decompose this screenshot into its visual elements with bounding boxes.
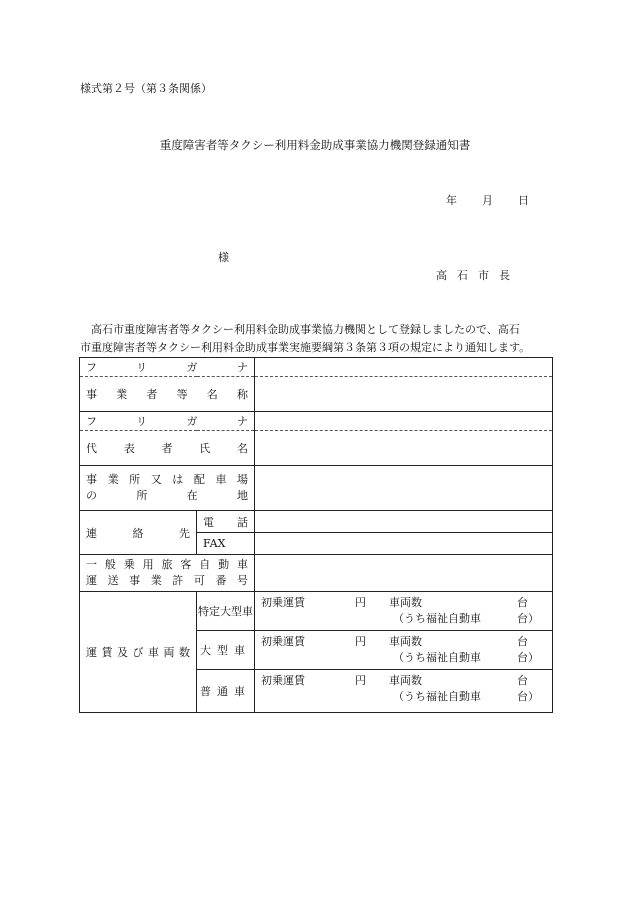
welfare-unit: 台）	[517, 690, 540, 703]
office-address-label	[80, 466, 255, 511]
furigana-label-2: フリガナ	[80, 412, 255, 431]
registration-table	[79, 357, 553, 713]
fax-label: FAX	[197, 533, 255, 555]
initial-fare-label: 初乗運賃	[261, 635, 306, 648]
initial-fare-label: 初乗運賃	[261, 674, 306, 687]
date-line	[446, 192, 529, 208]
furigana-value-1[interactable]	[255, 358, 553, 377]
body-line-1: 高石市重度障害者等タクシー利用料金助成事業協力機関として登録しましたので、高石	[91, 323, 520, 336]
issuer-name: 高石市長	[436, 269, 520, 282]
representative-label: 代表者氏名	[80, 431, 255, 466]
body-text	[80, 321, 556, 357]
welfare-unit: 台）	[517, 612, 540, 625]
vehicle-count-label: 車両数	[389, 674, 423, 687]
welfare-vehicle-label: （うち福祉自動車	[393, 690, 482, 703]
welfare-vehicle-label: （うち福祉自動車	[393, 612, 482, 625]
furigana-label-1: フリガナ	[80, 358, 255, 377]
yen-unit: 円	[355, 596, 367, 609]
vehicle-unit: 台	[517, 674, 529, 687]
license-number-value[interactable]	[255, 555, 553, 592]
addressee-suffix: 様	[218, 251, 229, 264]
date-year: 年	[446, 194, 457, 207]
phone-value[interactable]	[255, 511, 553, 533]
license-label-1: 一般乗用旅客自動車	[86, 558, 249, 571]
office-address-label-2: の所在地	[86, 489, 249, 502]
form-number: 様式第２号（第３条関係）	[80, 82, 212, 95]
fare-cell-large	[255, 631, 553, 670]
body-line-2: 市重度障害者等タクシー利用料金助成事業実施要綱第３条第３項の規定により通知します。	[80, 341, 531, 354]
business-name-value[interactable]	[255, 377, 553, 412]
vehicle-type-large: 大型車	[197, 631, 255, 670]
license-number-label	[80, 555, 255, 592]
office-address-label-1: 事業所又は配車場	[86, 473, 249, 486]
vehicle-unit: 台	[517, 635, 529, 648]
representative-value[interactable]	[255, 431, 553, 466]
welfare-vehicle-label: （うち福祉自動車	[393, 651, 482, 664]
furigana-value-2[interactable]	[255, 412, 553, 431]
vehicle-type-special-large: 特定大型車	[197, 592, 255, 631]
license-label-2: 運送事業許可番号	[86, 574, 249, 587]
fax-value[interactable]	[255, 533, 553, 555]
yen-unit: 円	[355, 635, 367, 648]
yen-unit: 円	[355, 674, 367, 687]
office-address-value[interactable]	[255, 466, 553, 511]
vehicle-count-label: 車両数	[389, 596, 423, 609]
fare-cell-standard	[255, 670, 553, 713]
date-day: 日	[518, 194, 529, 207]
initial-fare-label: 初乗運賃	[261, 596, 306, 609]
phone-label: 電話	[197, 511, 255, 533]
vehicle-count-label: 車両数	[389, 635, 423, 648]
vehicle-unit: 台	[517, 596, 529, 609]
welfare-unit: 台）	[517, 651, 540, 664]
fare-vehicle-label: 運賃及び車両数	[80, 592, 197, 713]
document-title: 重度障害者等タクシー利用料金助成事業協力機関登録通知書	[159, 138, 471, 152]
business-name-label: 事業者等名称	[80, 377, 255, 412]
contact-label: 連絡先	[80, 511, 197, 555]
date-month: 月	[482, 194, 493, 207]
fare-cell-special-large	[255, 592, 553, 631]
vehicle-type-standard: 普通車	[197, 670, 255, 713]
